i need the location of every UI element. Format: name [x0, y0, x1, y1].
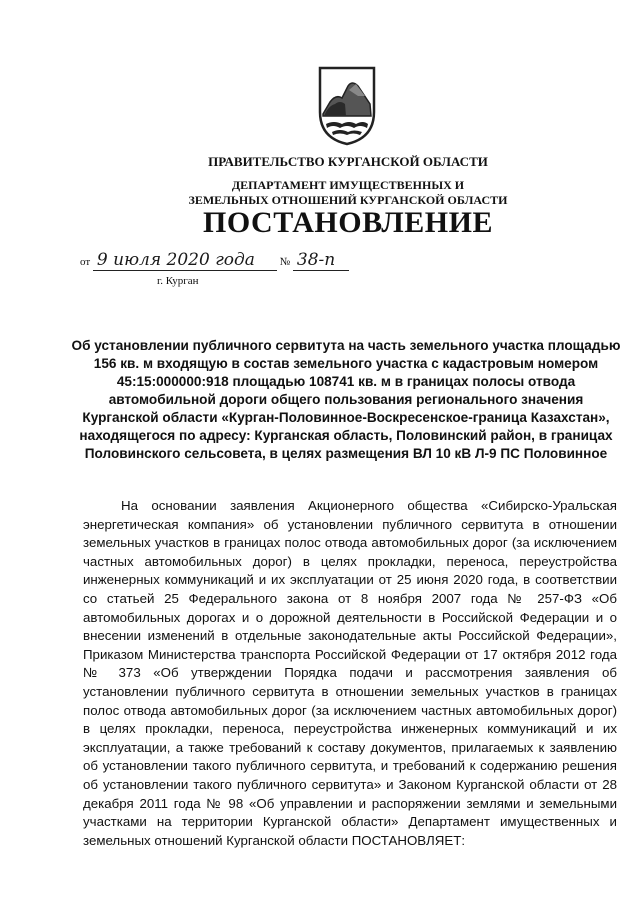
department-line-2: ЗЕМЕЛЬНЫХ ОТНОШЕНИЙ КУРГАНСКОЙ ОБЛАСТИ	[188, 193, 508, 207]
department-line-1: ДЕПАРТАМЕНТ ИМУЩЕСТВЕННЫХ И	[231, 178, 465, 192]
document-subject: Об установлении публичного сервитута на часть земельного участка площадью 156 кв. м входящую в состав земельного участка с кадастровым номером 45:15:000000:918 площадью 108741 кв. м в границах полосы отвода автомобильной дороги общего пользования регионального значения Курганской области «Курган-Половинное-Воскресенское-граница Казахстан», находящегося по адресу: Курганская область, Половинский район, в границах Половинского сельсовета, в целях размещения ВЛ 10 кВ Л-9 ПС Половинное	[71, 338, 621, 461]
body-paragraph: На основании заявления Акционерного общества «Сибирско-Уральская энергетическая компания» об установлении публичного сервитута в отношении земельных участков в границах полос отвода автомобильных дорог (за исключением частных автомобильных дорог) в целях прокладки, переноса, переустройства инженерных коммуникаций и их эксплуатации от 25 июня 2020 года, в соответствии со статьей 25 Федерального закона от 8 ноября 2007 года № 257-ФЗ «Об автомобильных дорогах и о дорожной деятельности в Российской Федерации и о внесении изменений в отдельные законодательные акты Российской Федерации», Приказом Министерства транспорта Российской Федерации от 17 октября 2012 года № 373 «Об утверждении Порядка подачи и рассмотрения заявления об установлении публичного сервитута в отношении земельных участков в границах полос отвода автомобильных дорог (за исключением частных автомобильных дорог) в целях прокладки, переноса, переустройства инженерных коммуникаций и их эксплуатации, а также требований к составу документов, прилагаемых к заявлению об установлении такого публичного сервитута, и требований к содержанию решения об установлении такого публичного сервитута» и Законом Курганской области от 28 декабря 2011 года № 98 «Об управлении и распоряжении землями и земельными участками на территории Курганской области» Департамент имущественных и земельных отношений Курганской области ПОСТАНОВЛЯЕТ:	[83, 498, 617, 848]
city-label: г. Курган	[157, 275, 199, 287]
handwritten-number: 38-п	[293, 250, 349, 271]
number-label: №	[279, 256, 291, 268]
handwritten-date: 9 июля 2020 года	[93, 250, 277, 271]
department-name	[28, 178, 640, 208]
document-type-title: ПОСТАНОВЛЕНИЕ	[203, 206, 493, 239]
coat-of-arms-icon	[318, 66, 376, 146]
government-name: ПРАВИТЕЛЬСТВО КУРГАНСКОЙ ОБЛАСТИ	[208, 154, 488, 169]
from-label: от	[80, 256, 91, 268]
document-dateline	[80, 250, 349, 271]
document-body	[83, 497, 617, 850]
